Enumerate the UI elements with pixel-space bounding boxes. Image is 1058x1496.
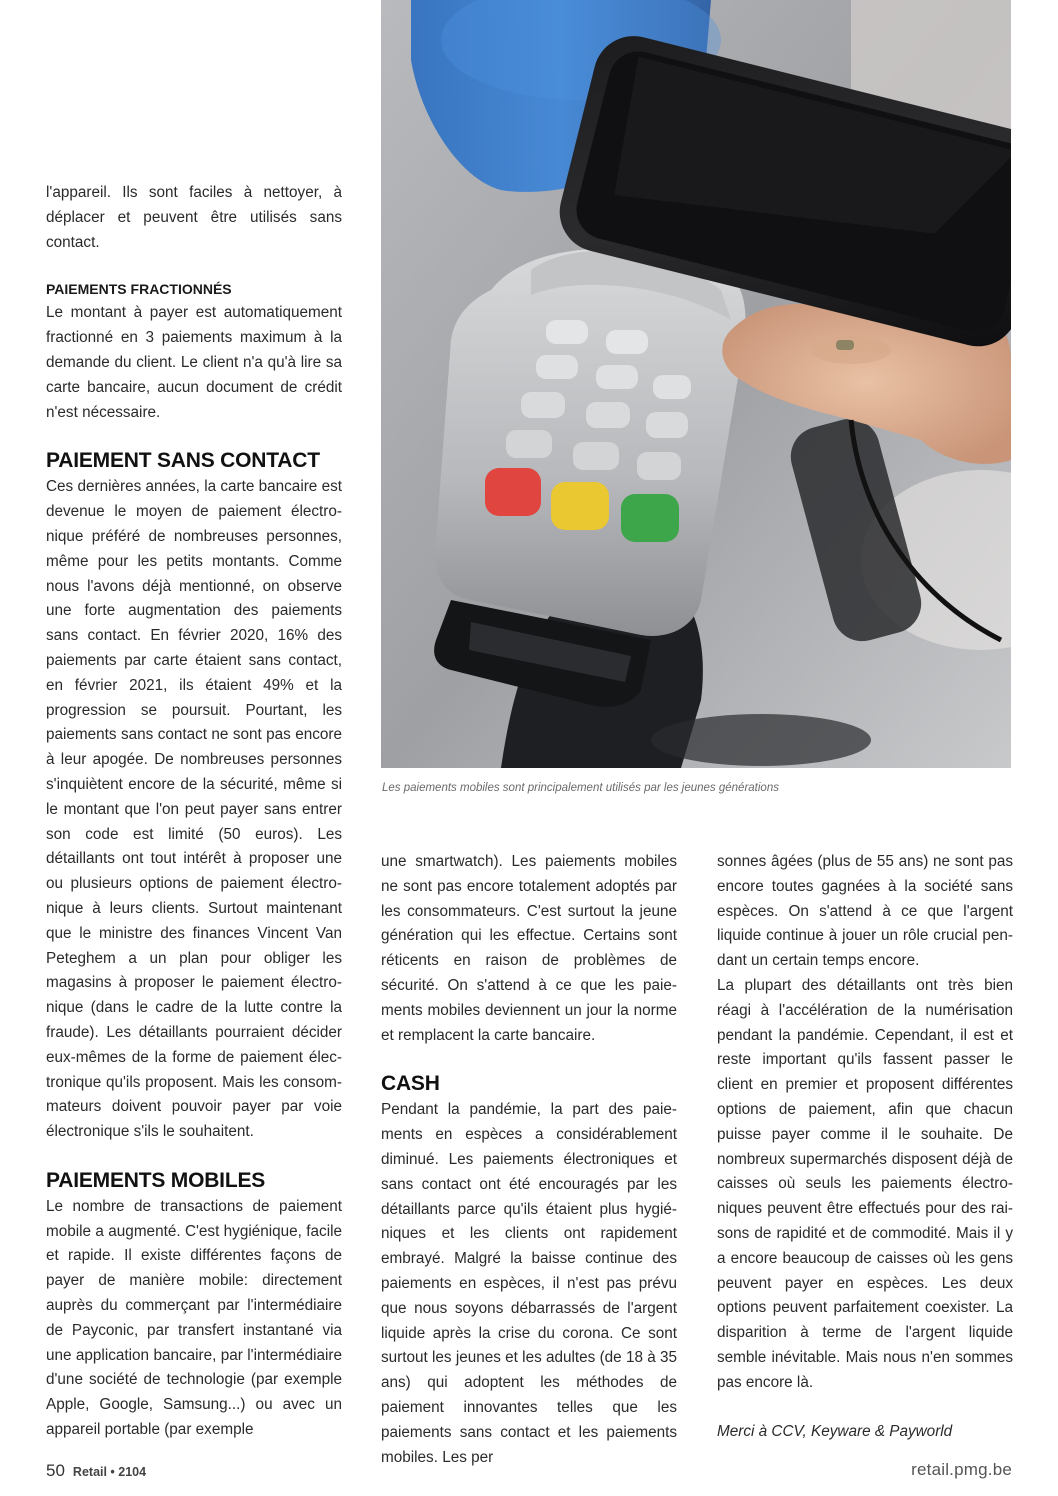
footer-page-info bbox=[46, 1460, 146, 1483]
mobile-paragraph: Le nombre de transactions de paiement mobile a augmenté. C'est hygiénique, facile et rapide. Il existe différentes façons de payer de manière mobile: directement auprès du commerçant par l'intermédiaire de Payconic, par transfert instantané via une application bancaire, par l'intermédiaire d'une société de technologie (par exemple Apple, Google, Samsung...) ou avec un appareil portable (par exemple bbox=[46, 1197, 342, 1439]
magazine-issue: Retail • 2104 bbox=[72, 1465, 147, 1479]
section-heading-cash: CASH bbox=[381, 1072, 440, 1096]
website-link[interactable]: retail.pmg.be bbox=[911, 1460, 1012, 1479]
cash-continued-paragraph: sonnes âgées (plus de 55 ans) ne sont pas encore toutes gagnées à la société sans espèces. On s'attend à ce que l'argent liquide continue à jouer un rôle crucial pendant un certain temps encore. bbox=[717, 853, 1013, 970]
intro-paragraph: l'appareil. Ils sont faciles à nettoyer, à déplacer et peuvent être utilisés sans contact. bbox=[46, 184, 342, 251]
contactless-paragraph: Ces dernières années, la carte bancaire est devenue le moyen de paiement électronique préféré de nombreuses personnes, même pour les petits montants. Comme nous l'avons déjà mentionné, on observe une forte augmentation des paiements sans contact. En février 2020, 16% des paiements par carte étaient sans contact, en février 2021, ils étaient 49% et la progression se poursuit. Pourtant, les paiements sans contact ne sont pas encore à leur apogée. De nombreuses personnes s'inquiètent encore de la sécurité, même si le montant que l'on peut payer sans entrer son code est limité (50 euros). Les détaillants ont tout intérêt à proposer une ou plusieurs options de paiement électronique à leurs clients. Surtout maintenant que le ministre des finances Vincent Van Peteghem a un plan pour obliger les magasins à proposer le paiement électronique (dans le cadre de la lutte contre la fraude). Les détaillants pourraient décider eux-mêmes de la forme de paiement électronique qu'ils proposent. Mais les consommateurs doivent pouvoir payer par voie électronique s'ils le souhaitent. bbox=[46, 478, 342, 1141]
section-heading-fractional: PAIEMENTS FRACTIONNÉS bbox=[46, 281, 232, 298]
photo-caption: Les paiements mobiles sont principalement utilisés par les jeunes générations bbox=[382, 782, 779, 794]
left-column bbox=[46, 181, 342, 1443]
mobile-continued-paragraph: une smartwatch). Les paiements mobiles ne sont pas encore totalement adoptés par les consommateurs. C'est surtout la jeune génération qui les effectue. Certains sont réticents en raison de problèmes de sécurité. On s'attend à ce que les paiements mobiles deviennent un jour la norme et remplacent la carte bancaire. bbox=[381, 853, 677, 1044]
right-column bbox=[717, 850, 1013, 1444]
payment-terminal-photo bbox=[381, 0, 1011, 768]
page-number: 50 bbox=[46, 1461, 65, 1480]
middle-column bbox=[381, 850, 677, 1470]
section-heading-contactless: PAIEMENT SANS CONTACT bbox=[46, 449, 320, 473]
retailers-paragraph: La plupart des détaillants ont très bien réagi à l'accélération de la numérisation pendant la pandémie. Cependant, il est et reste important qu'ils fassent passer le client en premier et proposent différentes options de paiement, afin que chacun puisse payer comme il le souhaite. De nombreux supermarchés disposent déjà de caisses où seuls les paiements électroniques peuvent être effectués pour des raisons de rapidité et de commodité. Mais il y a encore beaucoup de caisses où les gens peuvent payer en espèces. Les deux options peuvent parfaitement coexister. La disparition à terme de l'argent liquide semble inévitable. Mais nous n'en sommes pas encore là. bbox=[717, 976, 1013, 1391]
section-heading-mobile: PAIEMENTS MOBILES bbox=[46, 1168, 266, 1192]
fractional-paragraph: Le montant à payer est automatiquement fractionné en 3 paiements maximum à la demande du client. Le client n'a qu'à lire sa carte bancaire, aucun document de crédit n'est nécessaire. bbox=[46, 304, 342, 421]
acknowledgement: Merci à CCV, Keyware & Payworld bbox=[717, 1422, 953, 1440]
cash-paragraph: Pendant la pandémie, la part des paiements en espèces a considérablement diminué. Les paiements électroniques et sans contact ont été encouragés par les détaillants parce qu'ils étaient plus hygiéniques et les clients ont rapidement embrayé. Malgré la baisse continue des paiements en espèces, il n'est pas prévu que nous soyons débarrassés de l'argent liquide après la crise du corona. Ce sont surtout les jeunes et les adultes (de 18 à 35 ans) qui adoptent les méthodes de paiement innovantes telles que les paiements sans contact et les paiements mobiles. Les per bbox=[381, 1101, 677, 1466]
